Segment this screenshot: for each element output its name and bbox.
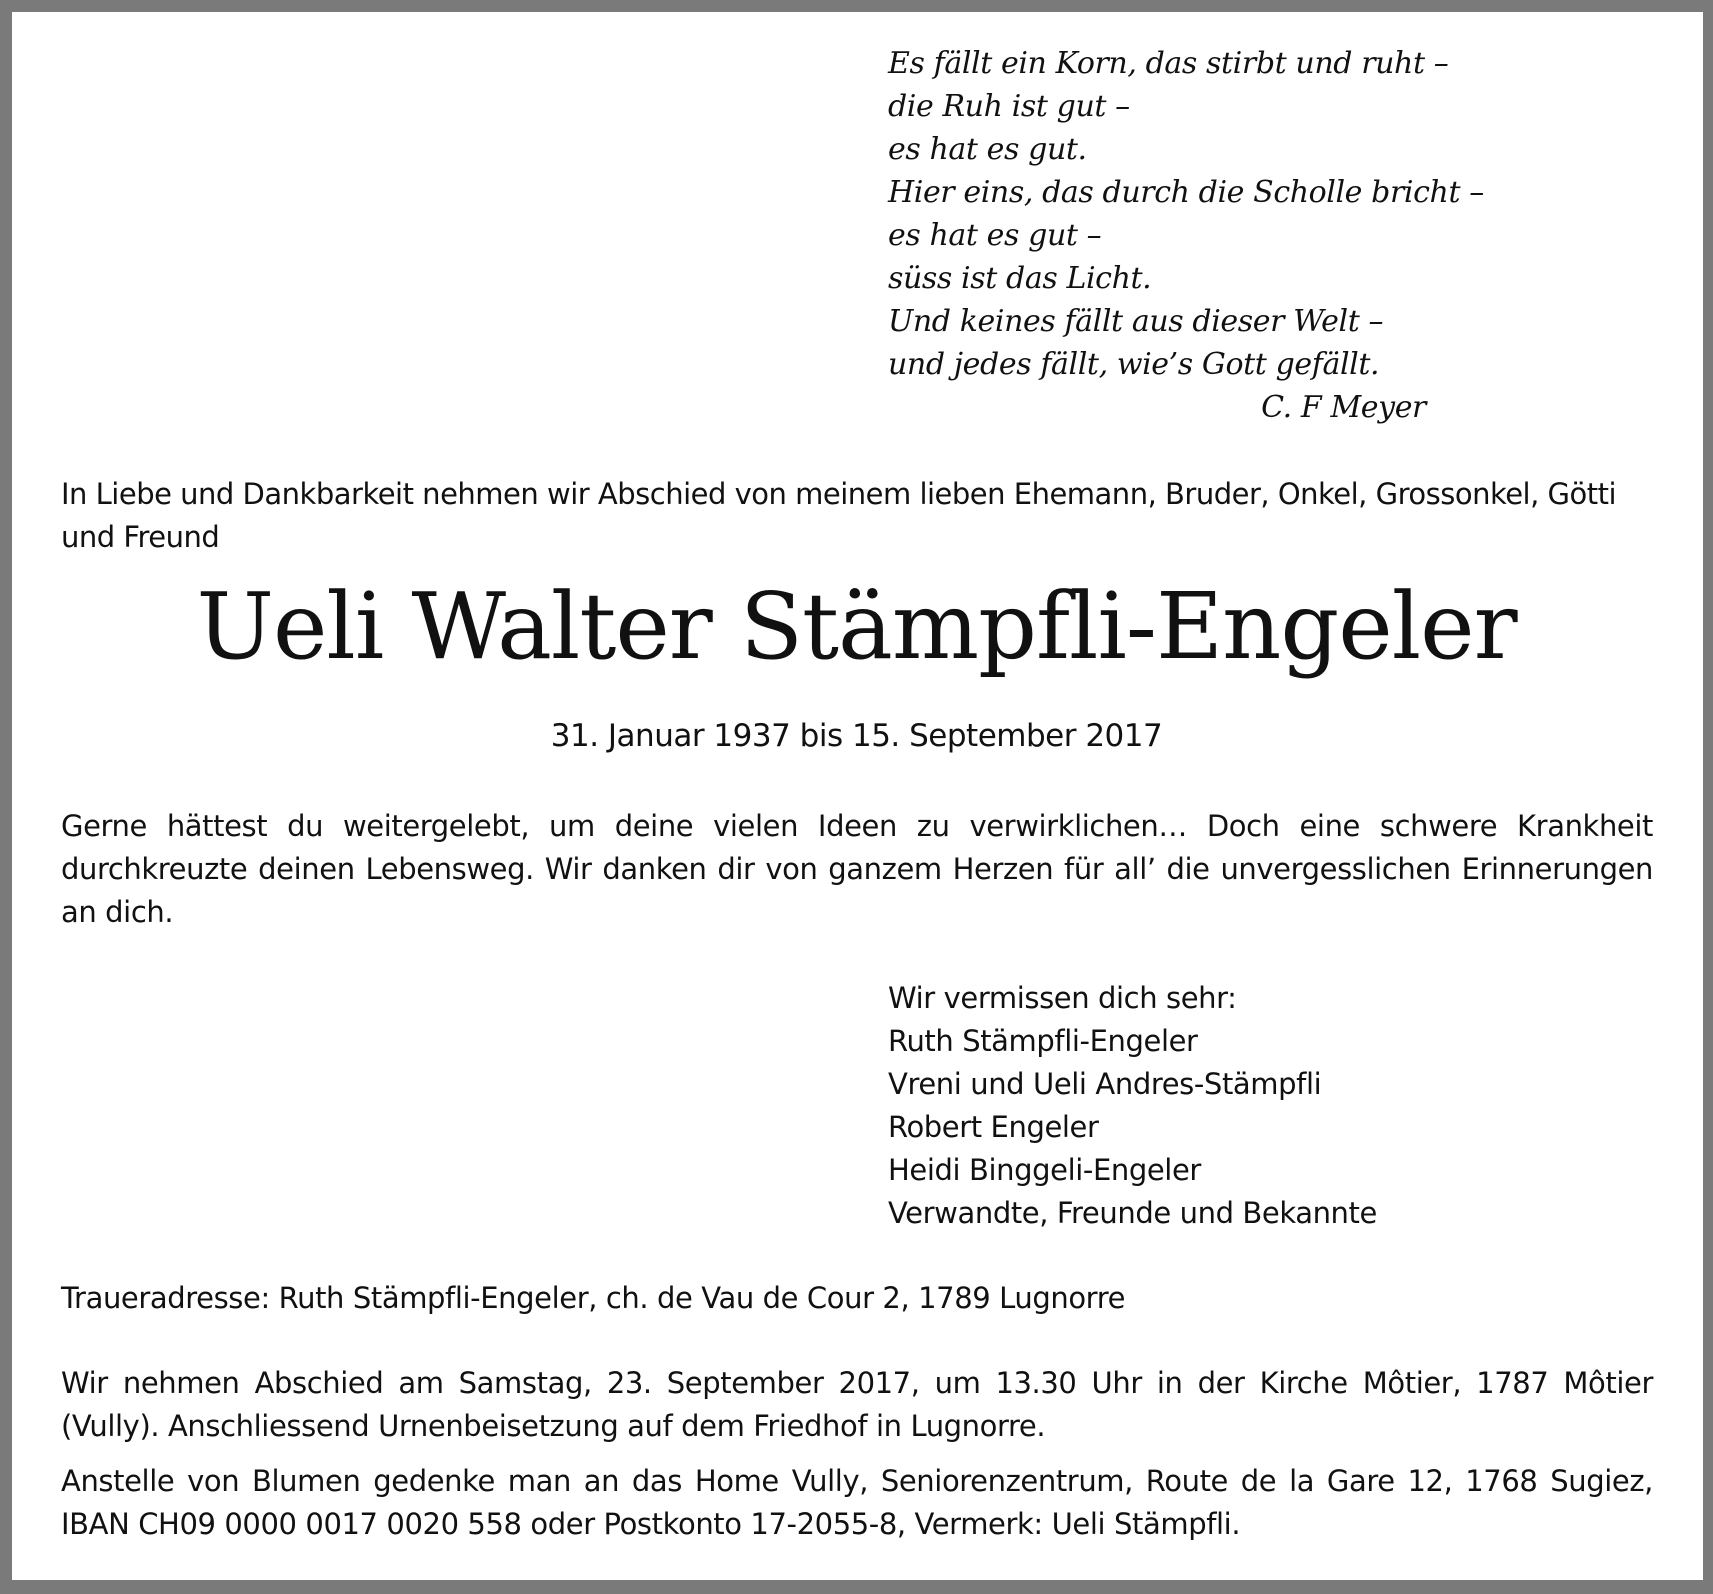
mourners-heading: Wir vermissen dich sehr: xyxy=(888,981,1237,1015)
poem-line: Und keines fällt aus dieser Welt – xyxy=(888,304,1384,339)
mourner-name: Robert Engeler xyxy=(888,1110,1099,1144)
mourner-name: Ruth Stämpfli-Engeler xyxy=(888,1024,1198,1058)
poem xyxy=(888,42,1484,429)
deceased-name: Ueli Walter Stämpfli-Engeler xyxy=(196,573,1517,680)
poem-author: C. F Meyer xyxy=(1261,390,1426,425)
donation-note: Anstelle von Blumen gedenke man an das Home Vully, Seniorenzentrum, Route de la Gare 12, 1768 Sugiez, IBAN CH09 0000 0017 0020 558 oder Postkonto 17-2055-8, Vermerk: Ueli Stämpfli. xyxy=(61,1464,1653,1541)
memorial-message: Gerne hättest du weitergelebt, um deine vielen Ideen zu verwirklichen… Doch eine schwere Krankheit durchkreuzte deinen Lebensweg. Wir danken dir von ganzem Herzen für all’ die unvergesslichen Erinnerungen an dich. xyxy=(61,809,1653,929)
poem-line: die Ruh ist gut – xyxy=(888,89,1130,124)
mourning-address: Traueradresse: Ruth Stämpfli-Engeler, ch. de Vau de Cour 2, 1789 Lugnorre xyxy=(61,1281,1126,1315)
funeral-details: Wir nehmen Abschied am Samstag, 23. September 2017, um 13.30 Uhr in der Kirche Môtier, 1787 Môtier (Vully). Anschliessend Urnenbeisetzung auf dem Friedhof in Lugnorre. xyxy=(61,1366,1653,1443)
poem-line: es hat es gut. xyxy=(888,132,1087,167)
mourner-name: Verwandte, Freunde und Bekannte xyxy=(888,1196,1377,1230)
poem-line: Es fällt ein Korn, das stirbt und ruht – xyxy=(888,46,1449,81)
life-dates: 31. Januar 1937 bis 15. September 2017 xyxy=(550,718,1163,754)
mourner-name: Vreni und Ueli Andres-Stämpfli xyxy=(888,1067,1322,1101)
mourner-name: Heidi Binggeli-Engeler xyxy=(888,1153,1201,1187)
poem-line: und jedes fällt, wie’s Gott gefällt. xyxy=(888,347,1380,382)
poem-line: süss ist das Licht. xyxy=(888,261,1152,296)
mourners-list xyxy=(888,977,1608,1235)
poem-line: Hier eins, das durch die Scholle bricht – xyxy=(888,175,1484,210)
intro-text: In Liebe und Dankbarkeit nehmen wir Abschied von meinem lieben Ehemann, Bruder, Onkel, Grossonkel, Götti und Freund xyxy=(61,477,1617,554)
poem-line: es hat es gut – xyxy=(888,218,1102,253)
